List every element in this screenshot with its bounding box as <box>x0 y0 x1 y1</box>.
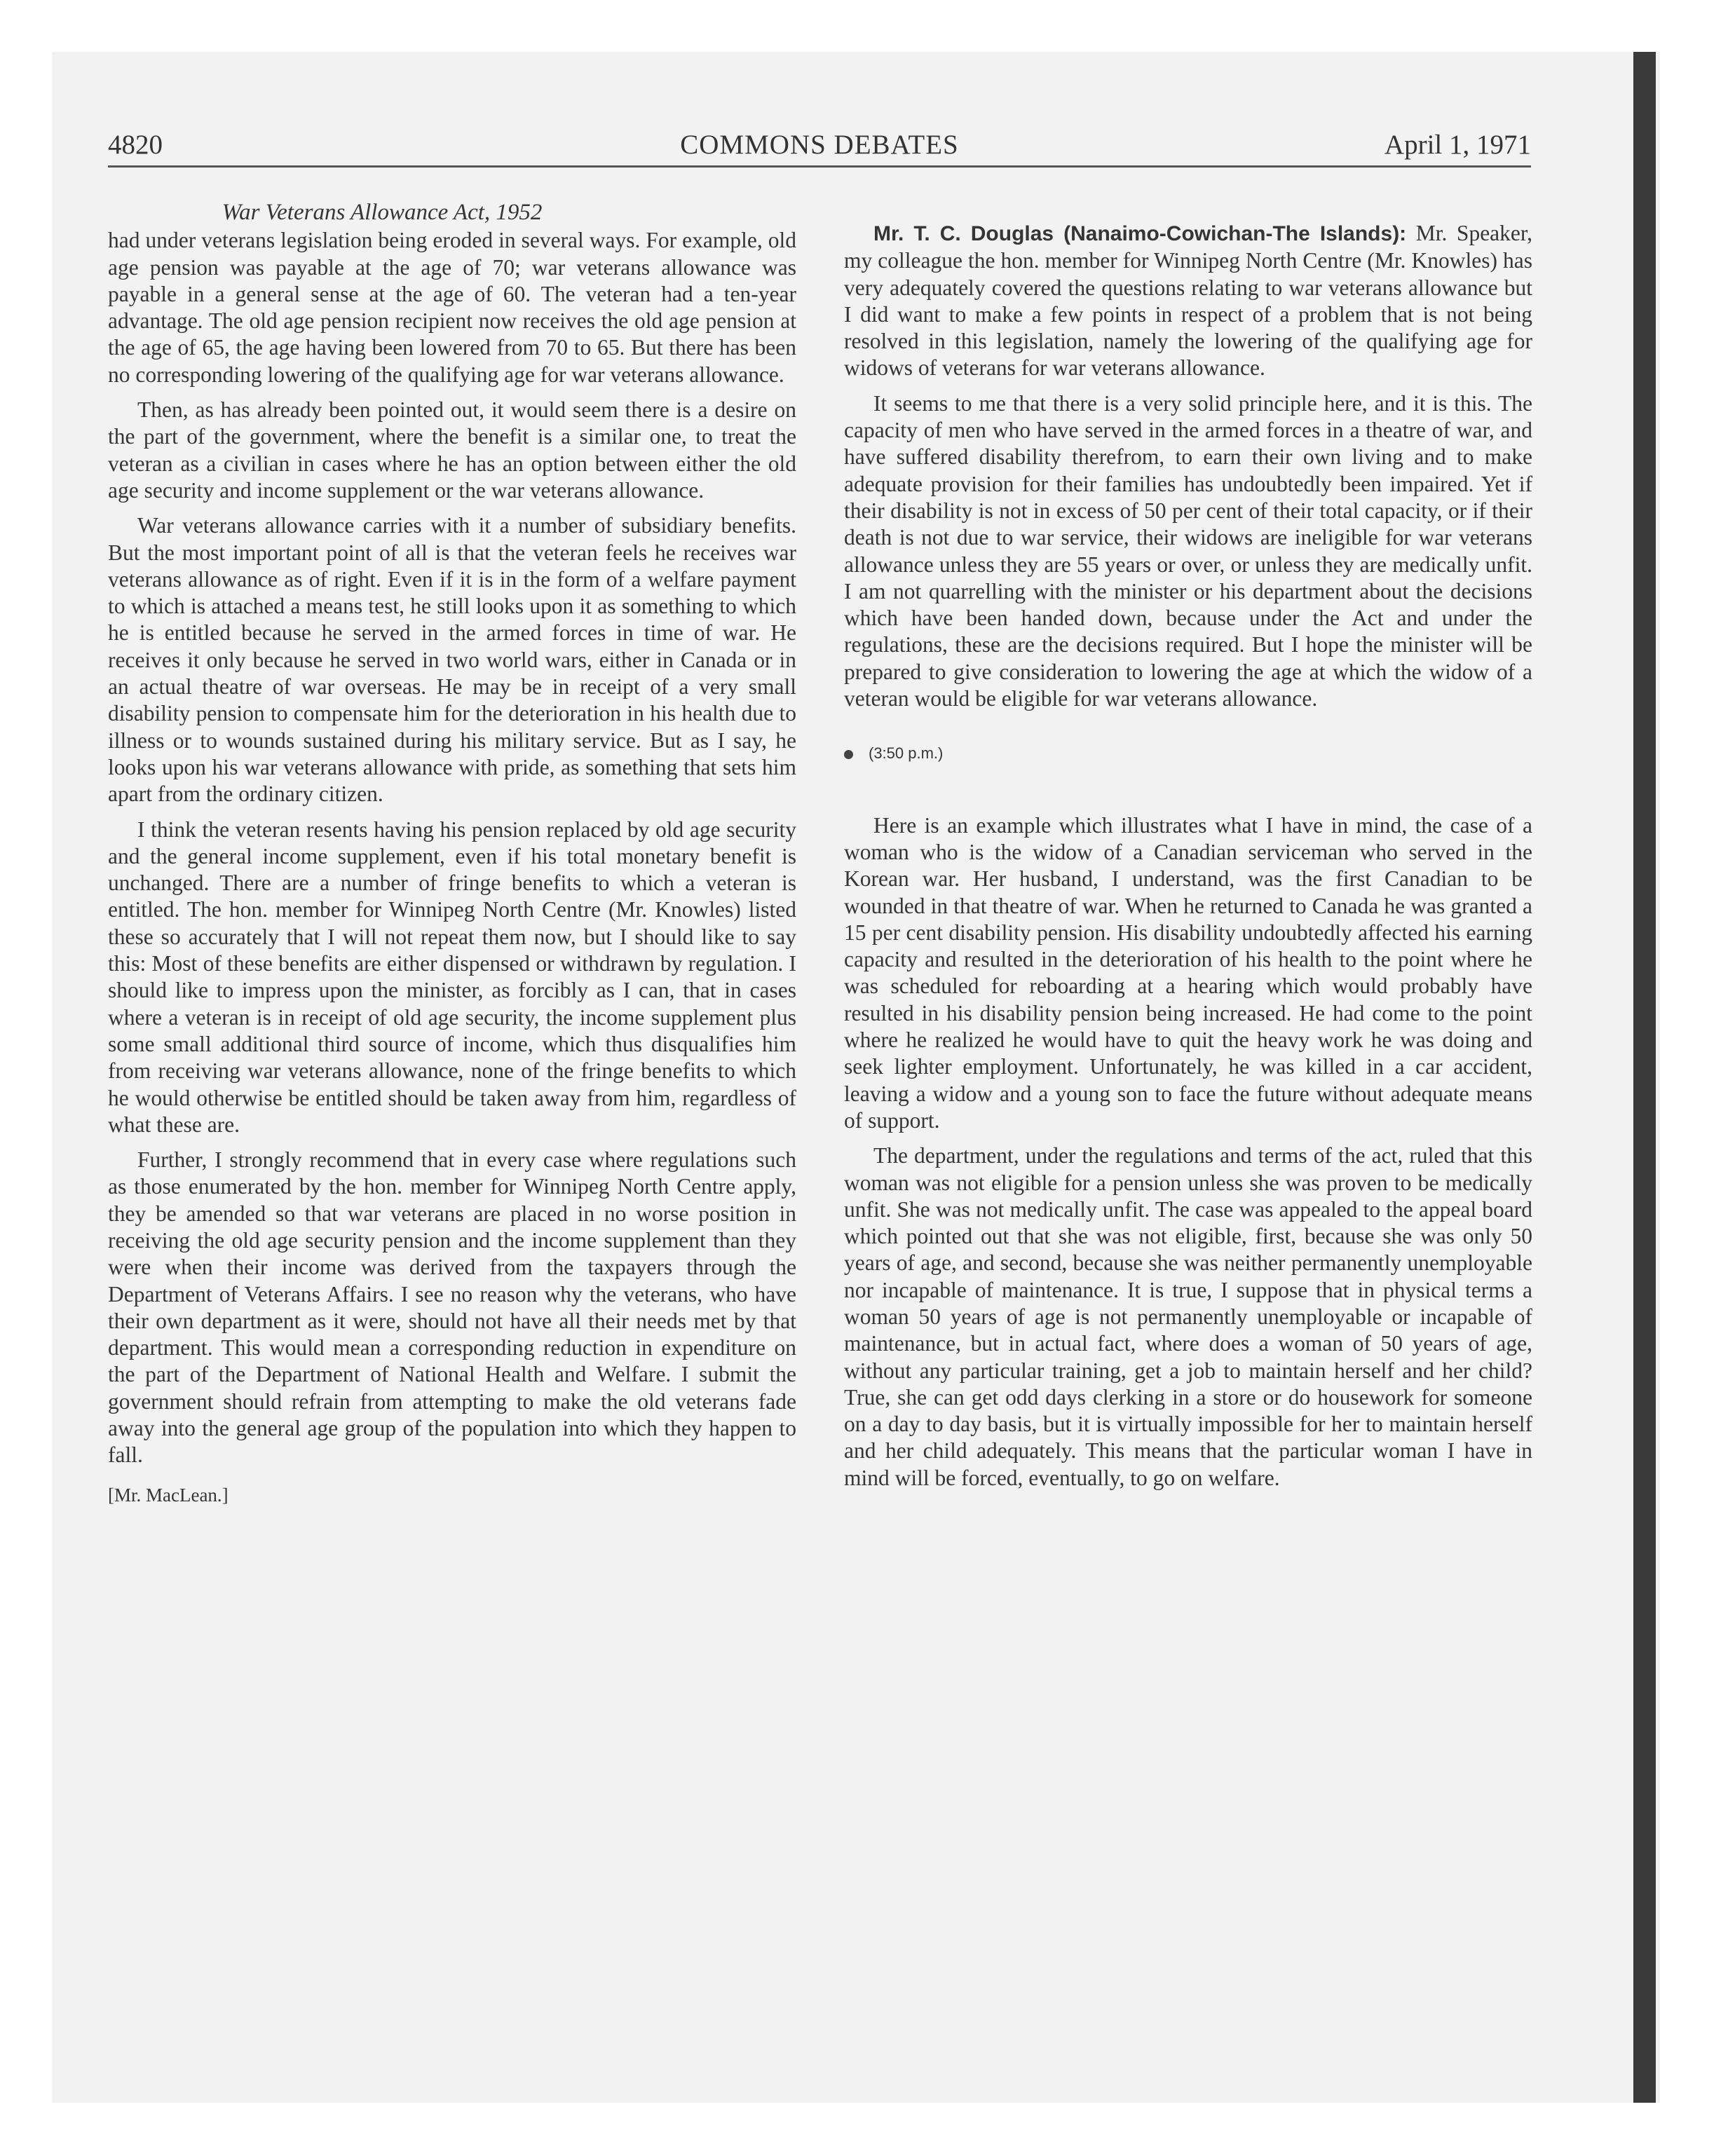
timestamp <box>844 740 1532 767</box>
bullet-icon <box>844 750 853 759</box>
left-column <box>108 199 796 1508</box>
paragraph: The department, under the regulations and terms of the act, ruled that this woman was not eligible for a pension unless she was proven to be medically unfit. She was not medically unfit. The case was appealed to the appeal board which pointed out that she was not eligible, first, because she was only 50 years of age, and second, because she was neither permanently unemployable nor incapable of maintenance. It is true, I suppose that in physical terms a woman 50 years of age is not permanently unemployable or incapable of maintenance, but in actual fact, where does a woman of 50 years of age, without any particular training, get a job to maintain herself and her child? True, she can get odd days clerking in a store or do housework for someone on a day to day basis, but it is virtually impossible for her to maintain herself and her child adequately. This means that the particular woman I have in mind will be forced, eventually, to go on welfare. <box>844 1143 1532 1490</box>
paragraph: Then, as has already been pointed out, it would seem there is a desire on the part of the government, where the benefit is a similar one, to treat the veteran as a civilian in cases where he has an option between either the old age security and income supplement or the war veterans allowance. <box>108 397 796 503</box>
publication-title: COMMONS DEBATES <box>680 130 959 160</box>
speaker-name: Mr. T. C. Douglas (Nanaimo-Cowichan-The Islands): <box>873 222 1407 245</box>
paragraph: I think the veteran resents having his pension replaced by old age security and the general income supplement, even if his total monetary benefit is unchanged. There are a number of fringe benefits to which a veteran is entitled. The hon. member for Winnipeg North Centre (Mr. Knowles) listed these so accurately that I will not repeat them now, but I should like to say this: Most of these benefits are either dispensed or withdrawn by regulation. I should like to impress upon the minister, as forcibly as I can, that in cases where a veteran is in receipt of old age security, the income supplement plus some small additional third source of income, which thus disqualifies him from receiving war veterans allowance, none of the fringe benefits to which he would otherwise be entitled should be taken away from him, regardless of what these are. <box>108 817 796 1137</box>
paragraph: Here is an example which illustrates what I have in mind, the case of a woman who is the widow of a Canadian serviceman who served in the Korean war. Her husband, I understand, was the first Canadian to be wounded in that theatre of war. When he returned to Canada he was granted a 15 per cent disability pension. His disability undoubtedly affected his earning capacity and resulted in the deterioration of his health to the point where he was scheduled for reboarding at a hearing which would probably have resulted in his disability pension being increased. He had come to the point where he realized he would have to quit the heavy work he was doing and seek lighter employment. Unfortunately, he was killed in a car accident, leaving a widow and a young son to face the future without adequate means of support. <box>844 812 1532 1133</box>
speech-opening: Mr. Speaker, my colleague the hon. member for Winnipeg North Centre (Mr. Knowles) has very adequately covered the questions relating to war veterans allowance but I did want to make a few points in respect of a problem that is not being resolved in this legislation, namely the lowering of the qualifying age for widows of veterans for war veterans allowance. <box>844 221 1532 381</box>
header-date: April 1, 1971 <box>1384 130 1531 160</box>
hansard-page <box>108 126 1531 2075</box>
paragraph: It seems to me that there is a very solid principle here, and it is this. The capacity of men who have served in the armed forces in a theatre of war, and have suffered disability therefrom, to earn their own living and to make adequate provision for their families has undoubtedly been impaired. Yet if their disability is not in excess of 50 per cent of their total capacity, or if their death is not due to war service, their widows are ineligible for war veterans allowance unless they are 55 years or over, or unless they are medically unfit. I am not quarrelling with the minister or his department about the decisions which have been handed down, because under the Act and under the regulations, these are the decisions required. But I hope the minister will be prepared to give consideration to lowering the age at which the widow of a veteran would be eligible for war veterans allowance. <box>844 390 1532 711</box>
page-number: 4820 <box>108 130 163 160</box>
right-column <box>844 220 1532 1500</box>
page-header <box>108 126 1531 168</box>
timestamp-text: (3:50 p.m.) <box>869 744 944 763</box>
speech-intro <box>844 220 1532 382</box>
paragraph: Further, I strongly recommend that in every case where regulations such as those enumerated by the hon. member for Winnipeg North Centre apply, they be amended so that war veterans are placed in no worse position in receiving the old age security pension and the income supplement than they were when their income was derived from the taxpayers through the Department of Veterans Affairs. I see no reason why the veterans, who have their own department as it were, should not have all their needs met by that department. This would mean a corresponding reduction in expenditure on the part of the Department of National Health and Welfare. I submit the government should refrain from attempting to make the old veterans fade away into the general age group of the population into which they happen to fall. <box>108 1147 796 1468</box>
paragraph: War veterans allowance carries with it a number of subsidiary benefits. But the most important point of all is that the veteran feels he receives war veterans allowance as of right. Even if it is in the form of a welfare payment to which is attached a means test, he still looks upon it as something to which he is entitled because he served in the armed forces in time of war. He receives it only because he served in two world wars, either in Canada or in an actual theatre of war overseas. He may be in receipt of a very small disability pension to compensate him for the deterioration in his health due to illness or to wounds sustained during his military service. But as I say, he looks upon his war veterans allowance with pride, as something that sets him apart from the ordinary citizen. <box>108 513 796 807</box>
speaker-attribution: [Mr. MacLean.] <box>108 1484 229 1506</box>
act-title: War Veterans Allowance Act, 1952 <box>222 200 543 225</box>
paragraph: had under veterans legislation being eroded in several ways. For example, old age pension was payable at the age of 70; war veterans allowance was payable in a general sense at the age of 60. The veteran had a ten-year advantage. The old age pension recipient now receives the old age pension at the age of 65, the age having been lowered from 70 to 65. But there has been no corresponding lowering of the qualifying age for war veterans allowance. <box>108 228 796 387</box>
scan-edge-bar <box>1633 52 1656 2103</box>
